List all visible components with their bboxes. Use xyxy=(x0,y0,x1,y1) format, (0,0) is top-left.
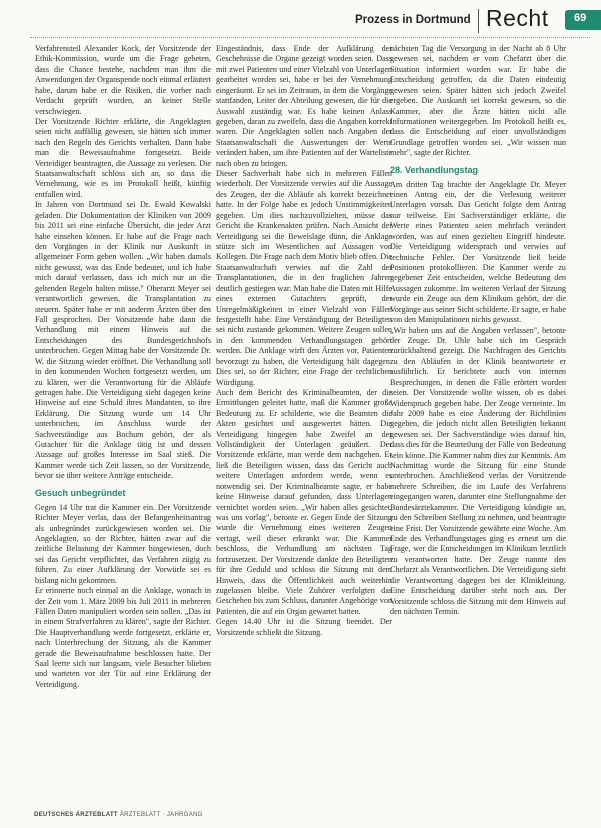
paragraph: Gegen 14 Uhr trat die Kammer ein. Der Vorsitzende Richter Meyer verlas, dass der Befangenheitsantrag als unbegründet zurückgewiesen worden sei. Die Angeklagten, so der Richter, hätten zwar auf die zeitliche Belastung der Kammer hingewiesen, doch sei das Gericht verpflichtet, das Verfahren zügig zu führen. Zu einer Aufklärung der Vorwürfe sei es bislang nicht gekommen. xyxy=(35,502,211,585)
page-number: 69 xyxy=(574,12,587,24)
column-middle xyxy=(216,44,392,638)
page-header xyxy=(0,0,601,34)
footer-brand: DEUTSCHES ÄRZTEBLATT xyxy=(34,812,118,818)
column-right xyxy=(390,44,566,617)
paragraph: Verfahrensteil Alexander Kock, der Vorsitzende der Ethik-Kommission, wurde um die Frage gebeten, dass die Chance bestehe, nachdem man ihm die Anwendungen der Organspende noch einmal erläutert habe, darum habe er die Risiken, die vorher nach Verdacht geprüft wurden, an keiner Stelle verschwiegen. xyxy=(35,44,211,116)
subheading: Gesuch unbegründet xyxy=(35,487,126,498)
header-kicker: Prozess in Dortmund xyxy=(355,14,471,26)
paragraph: Gegen 14.40 Uhr ist die Sitzung beendet. Der Vorsitzende schließt die Sitzung. xyxy=(216,617,392,637)
paragraph: Dieser Sachverhalt habe sich in mehreren Fällen wiederholt. Der Vorsitzende verwies auf die Aussage des Zeugen, der die Abläufe als korrekt bezeichnet hatte. In der Folge habe es jedoch Unstimmigkeiten gegeben. Um dies nachzuvollziehen, müsse das Gericht die Krankenakten prüfen. Nach Ansicht der Verteidigung sei die Beweislage dünn, die Anklage stütze sich im Wesentlichen auf Aussagen von Kollegen. Die Frage nach dem Motiv blieb offen. Die Staatsanwaltschaft verwies auf die Zahl der Transplantationen, die in den fraglichen Jahren deutlich gestiegen war. Man habe die Daten mit Hilfe eines externen Gutachters geprüft, der Unregelmäßigkeiten in einer Vielzahl von Fällen festgestellt habe. Eine Verständigung der Beteiligten sei nicht zustande gekommen. Weitere Zeugen sollen in den kommenden Verhandlungstagen gehört werden. Die Anklage wirft den Ärzten vor, Patienten bevorzugt zu haben, die Verteidigung hält dagegen. Dies sei, so der Richter, eine Frage der rechtlichen Würdigung. xyxy=(216,169,392,387)
paragraph: Am dritten Tag brachte der Angeklagte Dr. Meyer einen Antrag ein, der die Verlesung weiterer Unterlagen vorsah. Das Gericht folgte dem Antrag nur teilweise. Ein Sachverständiger erklärte, die Werte eines Patienten seien mehrfach verändert worden, was auf einen gezielten Eingriff hindeute. Die Verteidigung widersprach und verwies auf technische Fehler. Der Vorsitzende ließ beide Positionen protokollieren. Die Kammer werde zu gegebener Zeit entscheiden, welche Bedeutung den Aussagen zukomme. Im weiteren Verlauf der Sitzung wurde ein Zeuge aus dem Klinikum gehört, der die Vorgänge aus seiner Sicht schilderte. Er sagte, er habe von den Manipulationen nichts gewusst. xyxy=(390,179,566,325)
paragraph: Auch dem Bericht des Kriminalbeamten, der die Ermittlungen geleitet hatte, maß die Kammer große Bedeutung zu. Er schilderte, wie die Beamten die Akten gesichtet und ausgewertet hätten. Die Verteidigung hingegen habe Zweifel an der Vollständigkeit der Unterlagen geäußert. Der Vorsitzende erklärte, man werde dem nachgehen. Er ließ die Beteiligten wissen, dass das Gericht auch weitere Unterlagen anfordern werde, wenn es notwendig sei. Der Kriminalbeamte sagte, er habe keine Hinweise darauf gefunden, dass Unterlagen vernichtet worden seien. „Wir haben alles gesichtet, was uns vorlag", betonte er. Gegen Ende der Sitzung wurde die Vernehmung eines weiteren Zeugen vertagt, weil dieser erkrankt war. Die Kammer beschloss, die Verhandlung am nächsten Tag fortzusetzen. Der Vorsitzende dankte den Beteiligten für ihre Geduld und schloss die Sitzung mit dem Hinweis, dass die Öffentlichkeit auch weiterhin zugelassen bleibe. Viele Zuhörer verfolgten das Geschehen bis zum Schluss, darunter Angehörige von Patienten, die auf ein Organ gewartet hatten. xyxy=(216,387,392,616)
page-footer xyxy=(34,812,203,818)
paragraph: Der Vorsitzende Richter erklärte, die Angeklagten seien nicht auffällig gewesen, sie hätten sich immer nach den Regeln des Gerichts verhalten. Dann habe man die Beweisaufnahme fortgesetzt. Beide Verteidiger beantragten, die Aussage zu verlesen. Die Staatsanwaltschaft schloss sich an, so dass die Vernehmung, wie es im Protokoll heißt, künftig entfallen wird. xyxy=(35,116,211,199)
paragraph: nächsten Tag die Versorgung in der Nacht ab 8 Uhr gewesen sei, nachdem er vom Chefarzt über die Situation informiert worden war. Er habe die Entscheidung getroffen, da die Daten eindeutig gewesen seien. Später hätten sich jedoch Zweifel ergeben. Die Auskunft sei korrekt gewesen, so die Kammer, aber die Ärzte hätten nicht alle Informationen weitergegeben. Im Protokoll heißt es, dass die Entscheidung auf einer unvollständigen Grundlage getroffen worden sei. „Wir wissen nun mehr", sagte der Richter. xyxy=(390,44,566,158)
header-rule xyxy=(30,37,590,38)
paragraph: „Wir haben uns auf die Angaben verlassen", betonte der Zeuge. Dr. Uhle habe sich im Gespräch zurückhaltend gezeigt. Die Nachfragen des Gerichts zu den Abläufen in der Klinik beantwortete er ausführlich. Er berichtete auch von internen Besprechungen, in denen die Fälle erörtert worden seien. Der Vorsitzende wollte wissen, ob es dabei Widerspruch gegeben habe. Der Zeuge verneinte. Im Jahr 2009 habe es eine Änderung der Richtlinien gegeben, die jedoch nicht allen Beteiligten bekannt gewesen sei. Der Sachverständige wies darauf hin, dass dies für die Beurteilung der Fälle von Bedeutung sein könne. Die Kammer nahm dies zur Kenntnis. Am Nachmittag wurde die Sitzung für eine Stunde unterbrochen. Anschließend verlas der Vorsitzende mehrere Schreiben, die im Laufe des Verfahrens eingegangen waren, darunter eine Stellungnahme der Bundesärztekammer. Die Verteidigung kündigte an, zu den Schreiben Stellung zu nehmen, und beantragte eine Frist. Der Vorsitzende gewährte eine Woche. Am Ende des Verhandlungstages ging es erneut um die Frage, wer die Entscheidungen im Klinikum letztlich zu verantworten hatte. Der Zeuge nannte den Chefarzt als Verantwortlichen. Die Verteidigung sieht die Verantwortung dagegen bei der Klinikleitung. Eine Entscheidung darüber steht noch aus. Der Vorsitzende schloss die Sitzung mit dem Hinweis auf den nächsten Termin. xyxy=(390,325,567,616)
paragraph: Er erinnerte noch einmal an die Anklage, wonach in der Zeit vom 1. März 2009 bis Juli 2011 in mehreren Fällen Daten manipuliert worden sein sollen. „Das ist in einem Strafverfahren zu klären", sagte der Richter. Die Hauptverhandlung werde fortgesetzt, erklärte er, nach Unterbrechung der Sitzung, als die Kammer gerade die Beweisaufnahme beschlossen hatte. Der Saal leerte sich nur langsam, viele Besucher blieben und warteten vor der Tür auf eine Erklärung der Verteidigung. xyxy=(35,586,211,689)
paragraph: In Jahren von Dortmund sei Dr. Ewald Kowalski geladen. Die Dokumentation der Kliniken von 2009 bis 2011 sei eine einfache Übersicht, die jeder Arzt habe einsehen können. Er habe auf die Frage nach den Vorgängen in der Klinik nur Auskunft in allgemeiner Form geben wollen. „Wir haben damals nicht gewusst, was das Ende bedeutet, und ich habe mich darauf verlassen, dass ich mich nur an die geltenden Regeln halten müsse." Oberarzt Meyer sei verantwortlich gewesen, die Transplantation zu steuern. Später habe er mit anderen Ärzten über den Fall gesprochen. Der Vorsitzende habe dann die Verhandlung mit einem Hinweis auf die Entscheidungen des Bundesgerichtshofs unterbrochen. Gegen Mittag habe der Vorsitzende Dr. W. die Sitzung wieder eröffnet. Die Verhandlung soll in den kommenden Wochen fortgesetzt werden, um zu klären, wer die Verantwortung für die Abläufe getragen habe. Die Verteidigung sieht dagegen keine Hinweise auf eine Schuld ihres Mandanten, so ihre Erklärung. Die Sitzung wurde um 14 Uhr unterbrochen, im Anschluss wurde der Sachverständige aus Bochum gehört, der als Gutachter für die Anklage tätig ist und dessen Aussage auf großes Interesse im Saal stieß. Die Kammer werde sich Zeit lassen, so der Vorsitzende, bevor sie über weitere Anträge entscheide. xyxy=(35,200,211,481)
paragraph: Eingeständnis, dass Ende der Aufklärung der Geschehnisse die Organe gezeigt worden seien. Dass mit zwei Patienten und einer Vielzahl von Unterlagen gearbeitet worden sei, habe er bei der Vernehmung eingeräumt. Er sei im Zeitraum, in dem die Vorgänge stattfanden, Leiter der Abteilung gewesen, die für die Auswahl zuständig war. Es habe keinen Anlass gegeben, daran zu zweifeln, dass die Angaben korrekt waren. Die Angeklagten sollen nach Angaben der Staatsanwaltschaft die Auswertungen der Werte verändert haben, um ihre Patienten auf der Warteliste nach oben zu bringen. xyxy=(216,44,392,168)
subheading: 28. Verhandlungstag xyxy=(390,164,479,175)
header-divider xyxy=(478,9,479,33)
footer-text: ÄRZTEBLATT · JAHRGANG xyxy=(119,812,203,818)
column-left xyxy=(35,44,211,690)
section-title: Recht xyxy=(486,5,549,31)
